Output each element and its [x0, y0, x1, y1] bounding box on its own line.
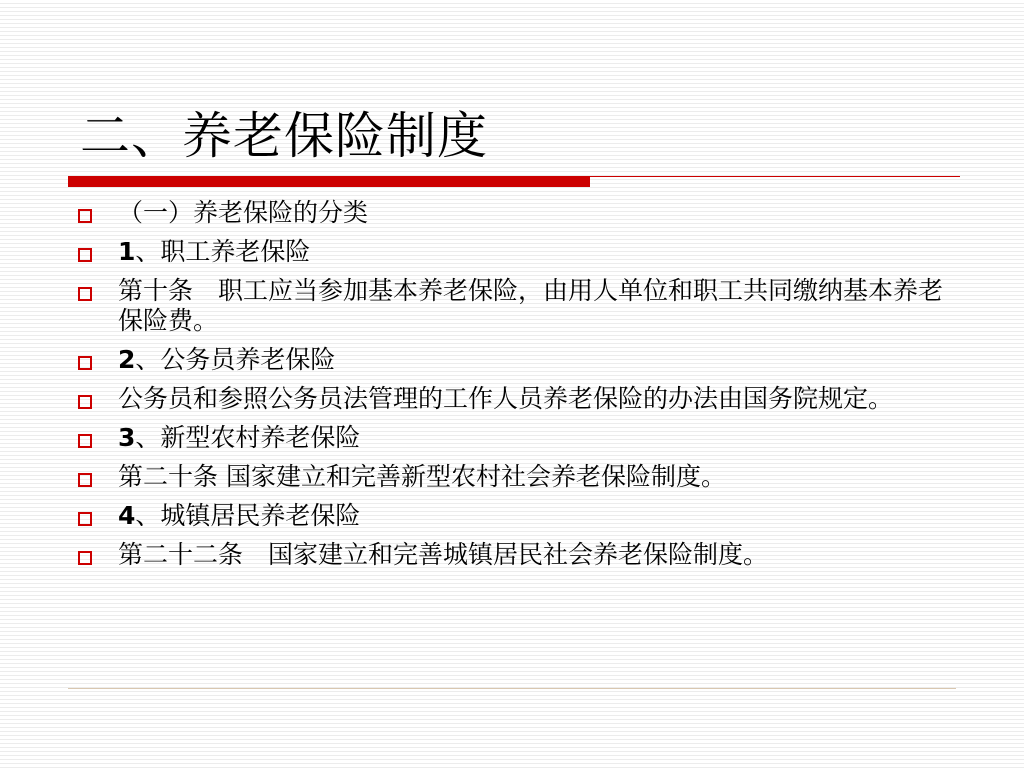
title-underline-thin	[590, 176, 960, 177]
list-item	[72, 462, 952, 492]
bullet-text: 第十条 职工应当参加基本养老保险，由用人单位和职工共同缴纳基本养老保险费。	[118, 276, 944, 335]
bullet-text: 公务员和参照公务员法管理的工作人员养老保险的办法由国务院规定。	[118, 384, 894, 413]
title-underline-accent	[68, 176, 590, 187]
list-item	[72, 345, 952, 375]
hollow-square-icon	[78, 551, 92, 565]
hollow-square-icon	[78, 434, 92, 448]
bullet-text: 第二十条 国家建立和完善新型农村社会养老保险制度。	[118, 462, 726, 491]
list-item	[72, 198, 952, 228]
hollow-square-icon	[78, 395, 92, 409]
bullet-text: （一）养老保险的分类	[118, 198, 369, 227]
slide-title: 二、养老保险制度	[80, 107, 488, 165]
list-item	[72, 384, 952, 414]
footer-divider	[68, 688, 956, 689]
list-item	[72, 237, 952, 267]
bullet-text: 第二十二条 国家建立和完善城镇居民社会养老保险制度。	[118, 540, 769, 569]
hollow-square-icon	[78, 287, 92, 301]
list-item	[72, 501, 952, 531]
bullet-text: 2、公务员养老保险	[118, 345, 336, 374]
bullet-text: 4、城镇居民养老保险	[118, 501, 361, 530]
list-item	[72, 540, 952, 570]
bullet-text: 1、职工养老保险	[118, 237, 311, 266]
hollow-square-icon	[78, 248, 92, 262]
bullet-text: 3、新型农村养老保险	[118, 423, 361, 452]
bullet-list	[72, 198, 952, 579]
hollow-square-icon	[78, 356, 92, 370]
hollow-square-icon	[78, 209, 92, 223]
list-item	[72, 423, 952, 453]
list-item	[72, 276, 952, 336]
hollow-square-icon	[78, 512, 92, 526]
hollow-square-icon	[78, 473, 92, 487]
